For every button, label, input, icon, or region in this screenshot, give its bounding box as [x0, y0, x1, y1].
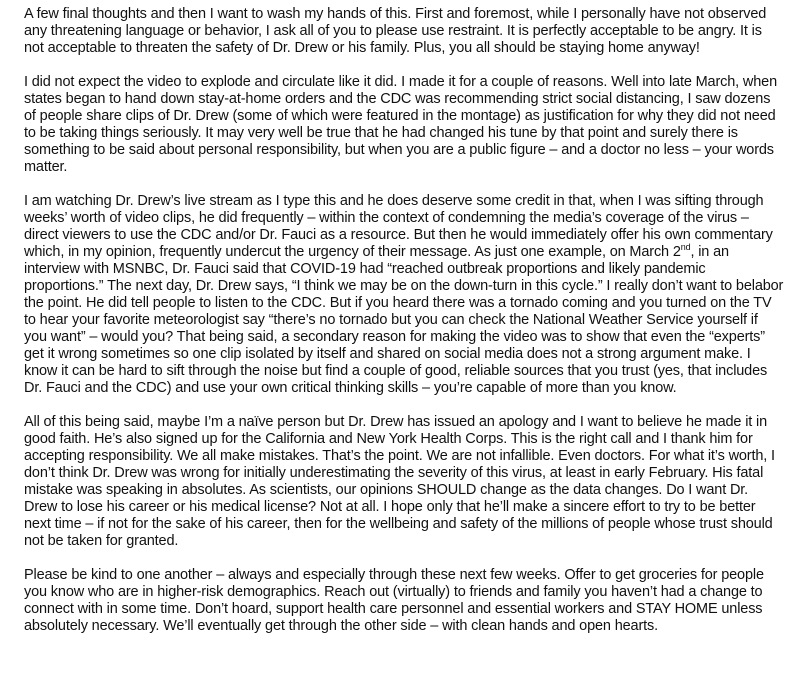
paragraph-3-start: I am watching Dr. Drew’s live stream as I type this and he does deserve some credit in that, when I was sifting through weeks’ worth of video clips, he did frequently – within the context of condemning the media’s coverage of the virus – direct viewers to use the CDC and/or Dr. Fauci as a resource. But then he would immediately offer his own commentary which, in my opinion, frequently undercut the urgency of their message. As just one example, on March 2 — [24, 193, 773, 260]
ordinal-suffix: nd — [680, 242, 691, 253]
paragraph-2: I did not expect the video to explode and circulate like it did. I made it for a couple of reasons. Well into late March, when states began to hand down stay-at-home orders and the CDC was recommending strict social distancing, I saw dozens of people share clips of Dr. Drew (some of which were featured in the montage) as justification for why they did not need to be taking things seriously. It may very well be true that he had changed his tune by that point and surely there is something to be said about personal responsibility, but when you are a public figure – and a doctor no less – your words matter. — [24, 74, 777, 175]
paragraph-3 — [24, 193, 784, 397]
paragraph-3-rest: , in an interview with MSNBC, Dr. Fauci said that COVID-19 had “reached outbreak proportions and likely pandemic proportions.” The next day, Dr. Drew says, “I think we may be on the down-turn in this cycle.” I really don’t want to belabor the point. He did tell people to listen to the CDC. But if you heard there was a tornado coming and you turned on the TV to hear your favorite meteorologist say “there’s no tornado but you can check the National Weather Service yourself if you want” – would you? That being said, a secondary reason for making the video was to show that even the “experts” get it wrong sometimes so one clip isolated by itself and shared on social media does not a strong argument make. I know it can be hard to sift through the noise but find a couple of good, reliable sources that you trust (yes, that includes Dr. Fauci and the CDC) and use your own critical thinking skills – you’re capable of more than you know. — [24, 244, 784, 396]
paragraph-5: Please be kind to one another – always and especially through these next few weeks. Offer to get groceries for people you know who are in higher-risk demographics. Reach out (virtually) to friends and family you haven’t had a change to connect with in some time. Don’t hoard, support health care personnel and essential workers and STAY HOME unless absolutely necessary. We’ll eventually get through the other side – with clean hands and open hearts. — [24, 567, 764, 634]
paragraph-1: A few final thoughts and then I want to wash my hands of this. First and foremost, while I personally have not observed any threatening language or behavior, I ask all of you to please use restraint. It is perfectly acceptable to be angry. It is not acceptable to threaten the safety of Dr. Drew or his family. Plus, you all should be staying home anyway! — [24, 6, 767, 56]
paragraph-4: All of this being said, maybe I’m a naïve person but Dr. Drew has issued an apology and I want to believe he made it in good faith. He’s also signed up for the California and New York Health Corps. This is the right call and I thank him for accepting responsibility. We all make mistakes. That’s the point. We are not infallible. Even doctors. For what it’s worth, I don’t think Dr. Drew was wrong for initially underestimating the severity of this virus, at least in early February. His fatal mistake was speaking in absolutes. As scientists, our opinions SHOULD change as the data changes. Do I want Dr. Drew to lose his career or his medical license? Not at all. I hope only that he’ll make a sincere effort to try to be better next time – if not for the sake of his career, then for the wellbeing and safety of the millions of people whose trust should not be taken for granted. — [24, 414, 775, 549]
